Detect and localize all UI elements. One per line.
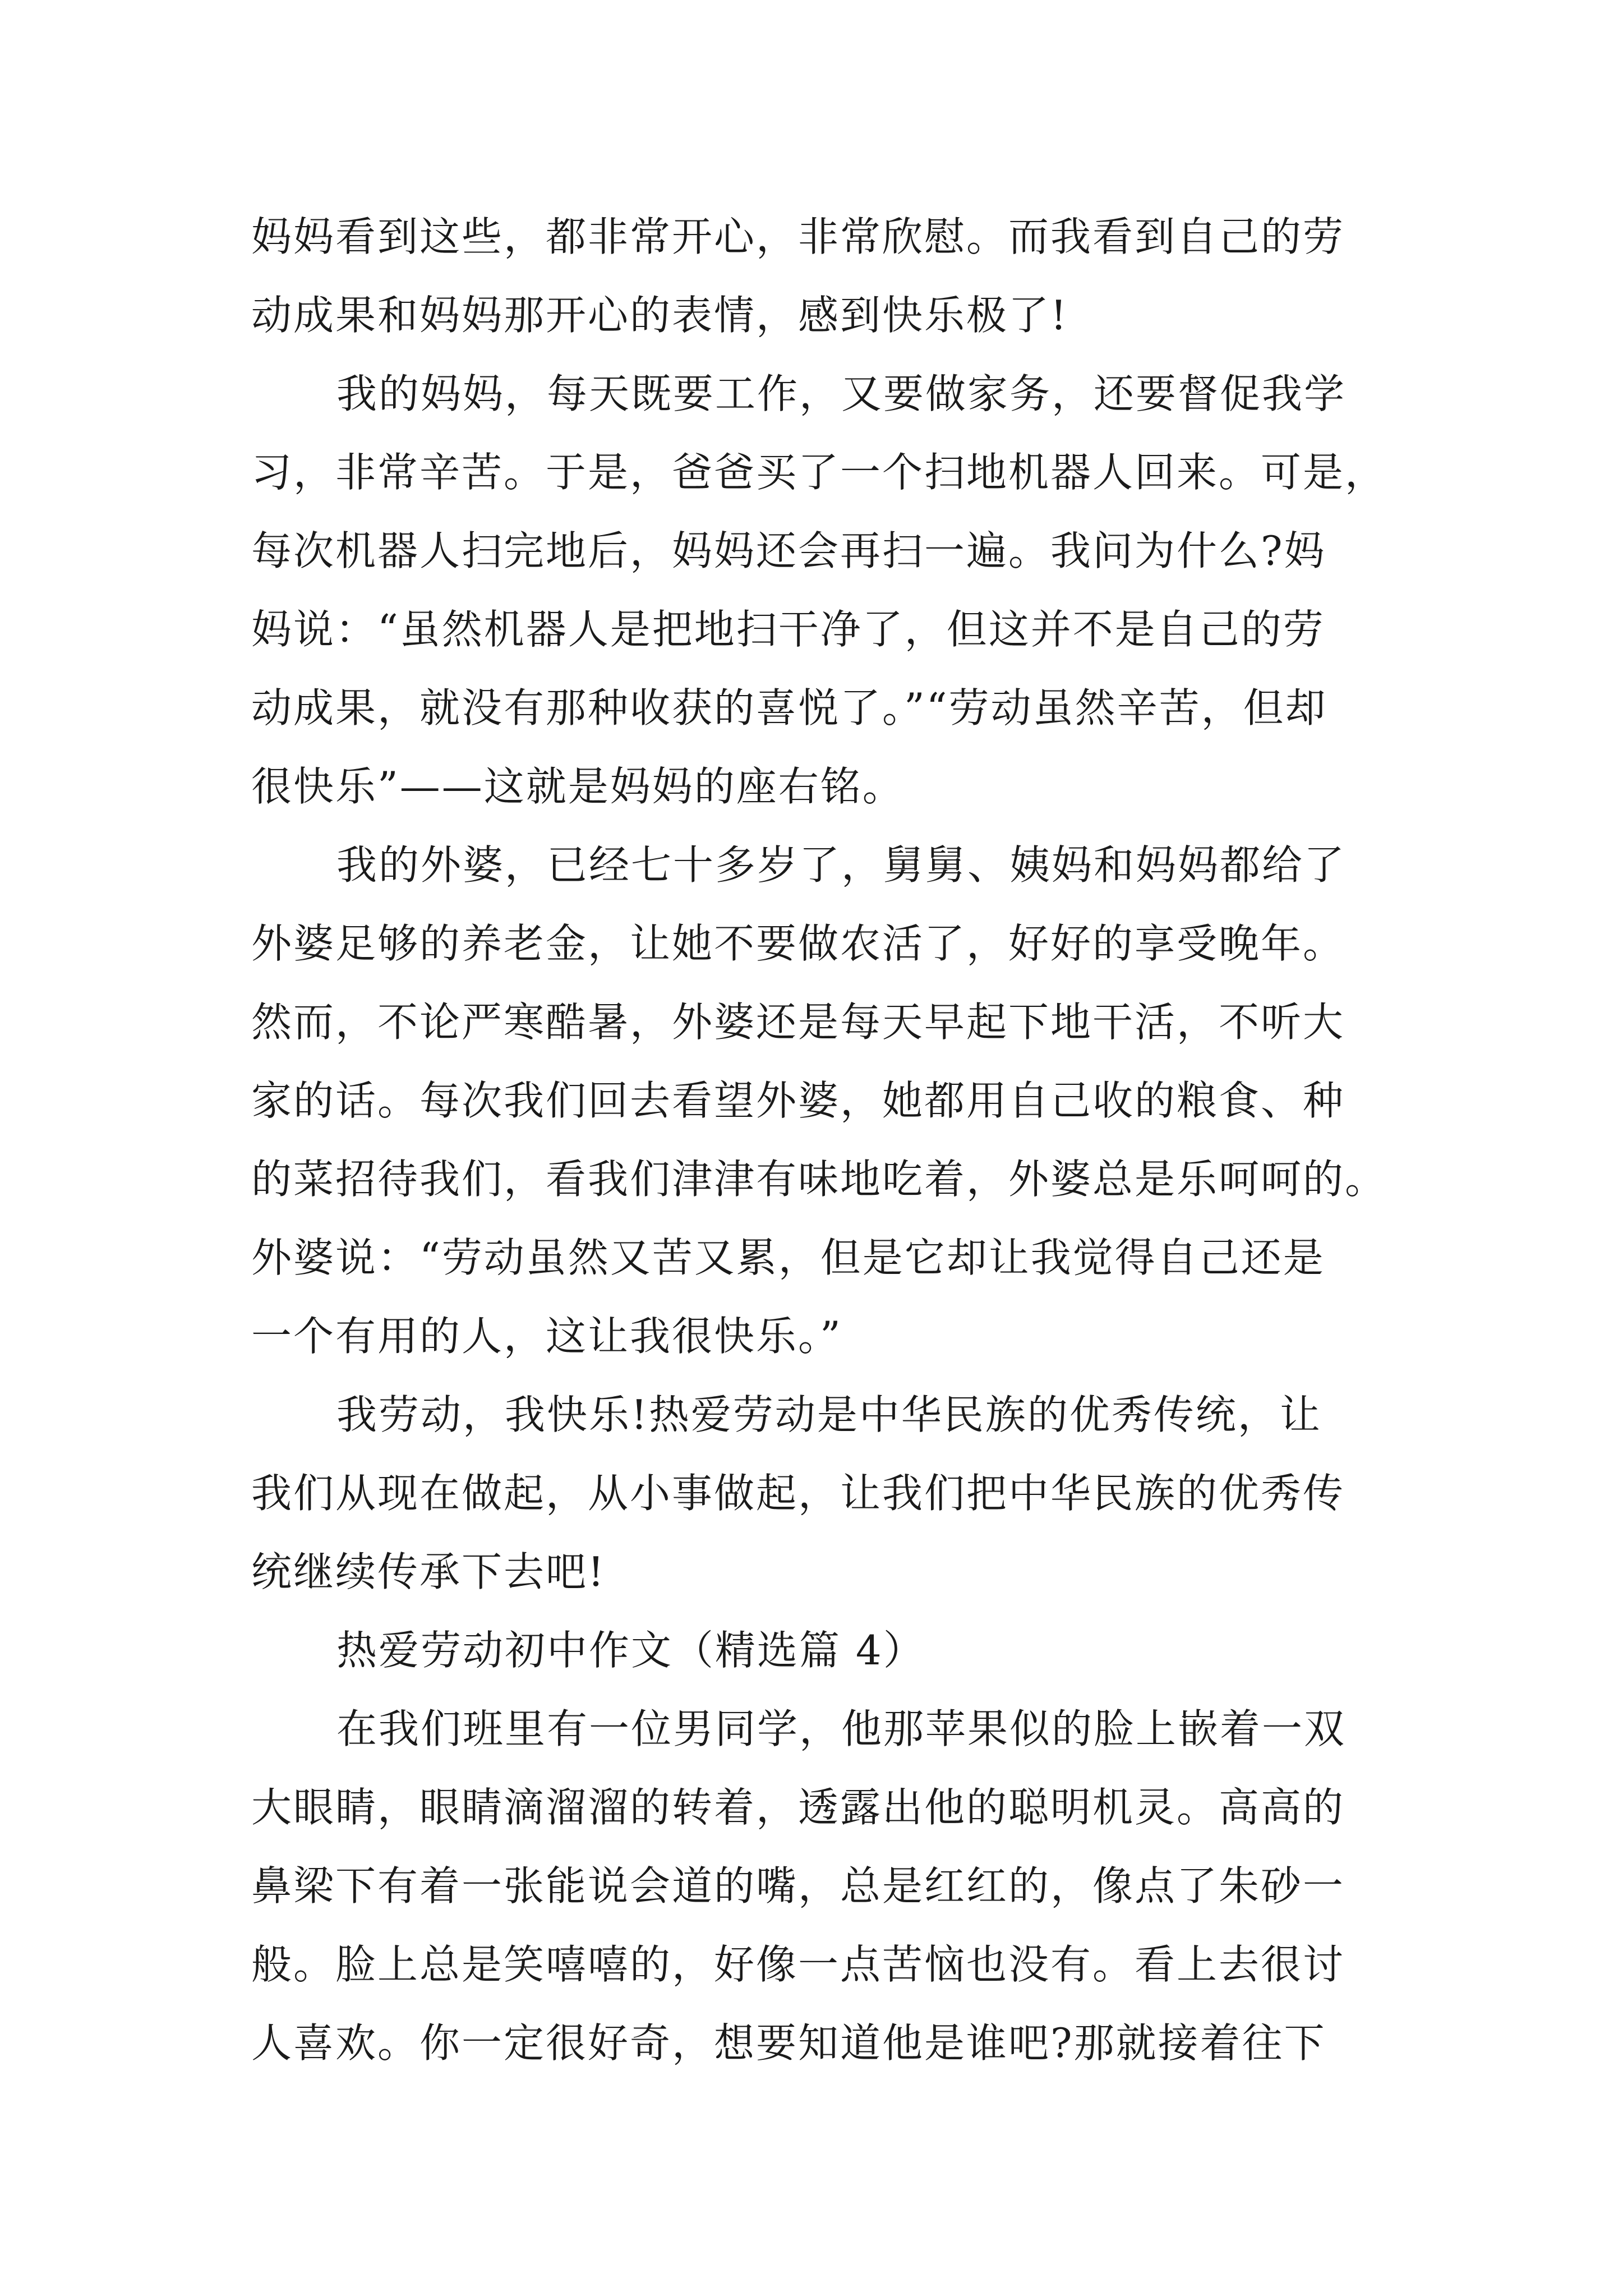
section-title: 热爱劳动初中作文（精选篇 4）	[336, 1627, 925, 1674]
text-line: 习，非常辛苦。于是，爸爸买了一个扫地机器人回来。可是，	[251, 449, 1387, 496]
text-line: 统继续传承下去吧!	[251, 1548, 606, 1595]
text-line: 外婆足够的养老金，让她不要做农活了，好好的享受晚年。	[251, 920, 1345, 967]
text-line: 外婆说：“劳动虽然又苦又累，但是它却让我觉得自己还是	[251, 1234, 1325, 1281]
text-line: 一个有用的人，这让我很快乐。”	[251, 1313, 842, 1360]
text-line: 很快乐”——这就是妈妈的座右铭。	[251, 763, 905, 810]
paragraph-first-line: 我的妈妈，每天既要工作，又要做家务，还要督促我学	[336, 370, 1347, 417]
paragraph-first-line: 在我们班里有一位男同学，他那苹果似的脸上嵌着一双	[336, 1705, 1347, 1752]
text-line: 的菜招待我们，看我们津津有味地吃着，外婆总是乐呵呵的。	[251, 1156, 1387, 1203]
text-line: 大眼睛，眼睛滴溜溜的转着，透露出他的聪明机灵。高高的	[251, 1784, 1345, 1831]
text-line: 妈说：“虽然机器人是把地扫干净了，但这并不是自己的劳	[251, 606, 1325, 653]
text-line: 般。脸上总是笑嘻嘻的，好像一点苦恼也没有。看上去很讨	[251, 1941, 1345, 1988]
text-line: 妈妈看到这些，都非常开心，非常欣慰。而我看到自己的劳	[251, 213, 1345, 260]
text-line: 家的话。每次我们回去看望外婆，她都用自己收的粮食、种	[251, 1077, 1345, 1124]
paragraph-first-line: 我的外婆，已经七十多岁了，舅舅、姨妈和妈妈都给了	[336, 841, 1347, 889]
text-line: 鼻梁下有着一张能说会道的嘴，总是红红的，像点了朱砂一	[251, 1862, 1345, 1910]
text-line: 然而，不论严寒酷暑，外婆还是每天早起下地干活，不听大	[251, 999, 1345, 1046]
text-line: 每次机器人扫完地后，妈妈还会再扫一遍。我问为什么?妈	[251, 527, 1326, 574]
text-line: 我们从现在做起，从小事做起，让我们把中华民族的优秀传	[251, 1470, 1345, 1517]
text-line: 动成果，就没有那种收获的喜悦了。”“劳动虽然辛苦，但却	[251, 684, 1327, 731]
paragraph-first-line: 我劳动，我快乐!热爱劳动是中华民族的优秀传统，让	[336, 1391, 1322, 1438]
text-line: 人喜欢。你一定很好奇，想要知道他是谁吧?那就接着往下	[251, 2019, 1326, 2067]
text-line: 动成果和妈妈那开心的表情，感到快乐极了!	[251, 292, 1068, 339]
essay-text	[251, 0, 1429, 2296]
